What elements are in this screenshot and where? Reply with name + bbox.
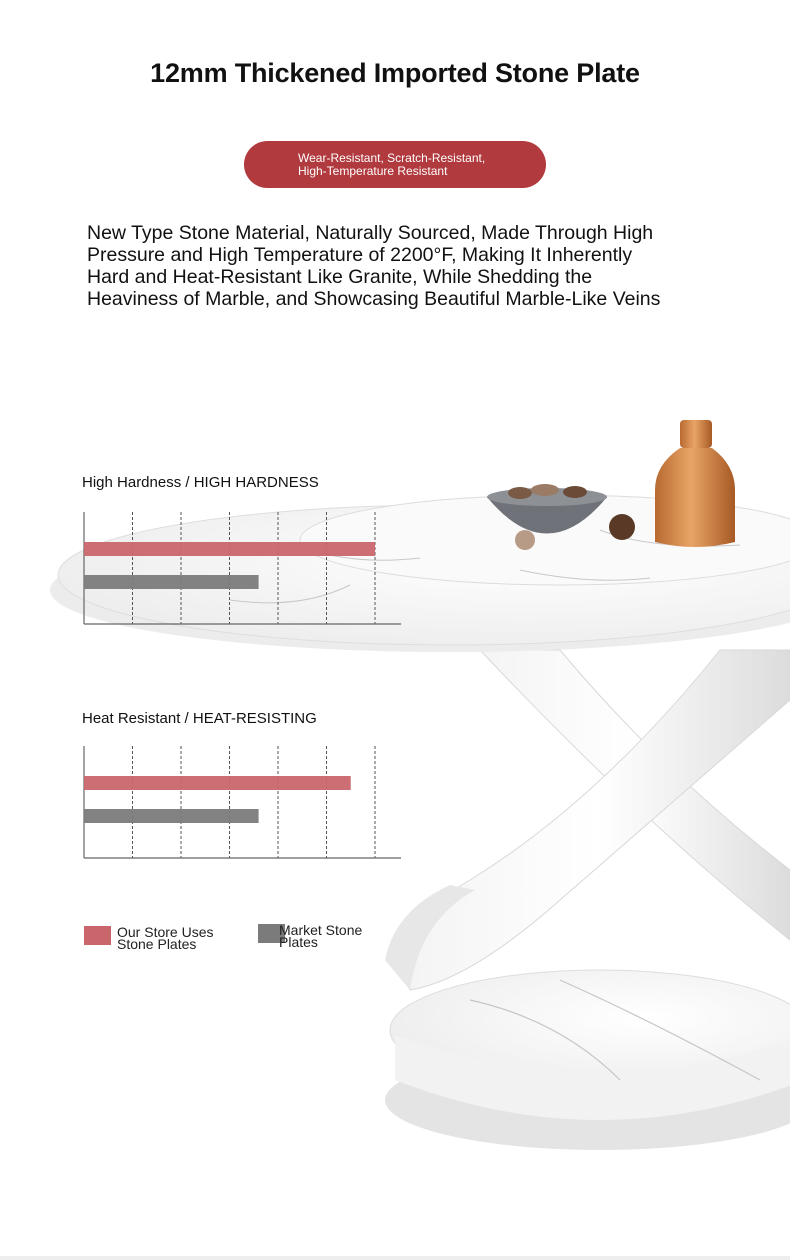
hardness-chart-title: High Hardness / HIGH HARDNESS: [82, 474, 319, 491]
legend-swatch-our-store: [84, 926, 111, 945]
legend-item-market: [258, 924, 389, 948]
material-description: [87, 222, 747, 310]
description-line: Hard and Heat-Resistant Like Granite, While Shedding the: [87, 266, 593, 288]
description-line: Pressure and High Temperature of 2200°F, Making It Inherently: [87, 244, 633, 266]
legend-label-market: Market Stone Plates: [279, 922, 363, 950]
page-title: 12mm Thickened Imported Stone Plate: [150, 58, 640, 88]
feature-badge-line-1: Wear-Resistant, Scratch-Resistant,: [298, 151, 486, 165]
bar-market: [84, 575, 259, 589]
feature-badge-line-2: High-Temperature Resistant: [298, 164, 448, 178]
bar-our-store: [84, 542, 375, 556]
table-base: [385, 970, 790, 1150]
bar-market: [84, 809, 259, 823]
amber-vase: [655, 420, 735, 547]
heat-chart-title: Heat Resistant / HEAT-RESISTING: [82, 710, 317, 727]
feature-badge: [244, 141, 546, 188]
description-line: New Type Stone Material, Naturally Sourced, Made Through High: [87, 222, 654, 244]
description-line: Heaviness of Marble, and Showcasing Beautiful Marble-Like Veins: [87, 288, 661, 310]
bottom-divider: [0, 1256, 790, 1260]
table-legs: [385, 650, 790, 990]
legend-label-our-store: Our Store Uses Stone Plates: [117, 924, 214, 952]
hardness-bar-chart: [76, 512, 406, 632]
bar-our-store: [84, 776, 351, 790]
legend-item-our-store: [84, 926, 227, 950]
heat-resistance-bar-chart: [76, 746, 406, 866]
